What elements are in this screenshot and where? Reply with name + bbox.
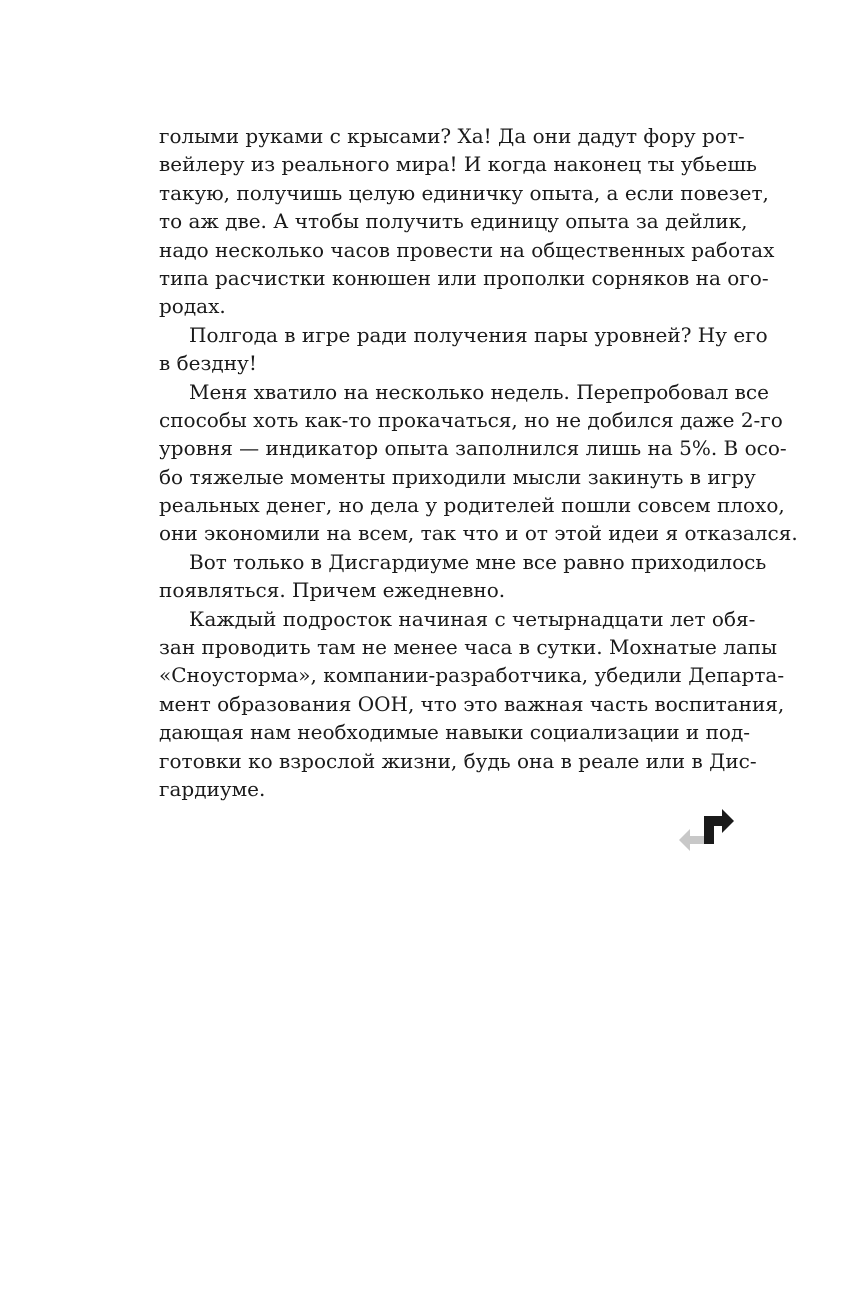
text-line: они экономили на всем, так что и от этой идеи я отказался. [159,521,798,546]
page-nav-graphic [676,806,738,856]
text-line: дающая нам необходимые навыки социализации и под- [159,720,751,745]
text-line: надо несколько часов провести на общественных работах [159,237,775,262]
text-line: родах. [159,294,226,319]
text-line: реальных денег, но дела у родителей пошли совсем плохо, [159,493,785,518]
text-line: готовки ко взрослой жизни, будь она в реале или в Дис- [159,748,757,773]
text-line: голыми руками с крысами? Ха! Да они дадут фору рот- [159,124,745,148]
page-nav [676,806,738,856]
text-line: Полгода в игре ради получения пары уровней? Ну его [189,322,768,347]
text-line: гардиуме. [159,776,266,801]
text-line: уровня — индикатор опыта заполнился лишь на 5%. В осо- [159,436,787,461]
text-line: зан проводить там не менее часа в сутки. Мохнатые лапы [159,635,778,660]
arrow-forward-icon[interactable] [704,809,734,844]
text-line: появляться. Причем ежедневно. [159,578,506,603]
text-line: то аж две. А чтобы получить единицу опыта за дейлик, [159,209,748,234]
text-line: Меня хватило на несколько недель. Перепробовал все [189,379,769,404]
text-line: «Сноусторма», компании-разработчика, убедили Департа- [159,663,785,688]
text-line: мент образования ООН, что это важная часть воспитания, [159,691,785,716]
text-line: типа расчистки конюшен или прополки сорняков на ого- [159,265,769,290]
text-line: бо тяжелые моменты приходили мысли закинуть в игру [159,464,756,489]
text-line: Каждый подросток начиная с четырнадцати лет обя- [189,606,756,631]
text-line: способы хоть как-то прокачаться, но не добился даже 2-го [159,407,783,432]
text-line: вейлеру из реального мира! И когда наконец ты убьешь [159,152,757,177]
text-line: в бездну! [159,351,257,376]
body-text [159,122,798,803]
text-line: такую, получишь целую единичку опыта, а если повезет, [159,180,769,205]
text-line: Вот только в Дисгардиуме мне все равно приходилось [189,549,767,574]
